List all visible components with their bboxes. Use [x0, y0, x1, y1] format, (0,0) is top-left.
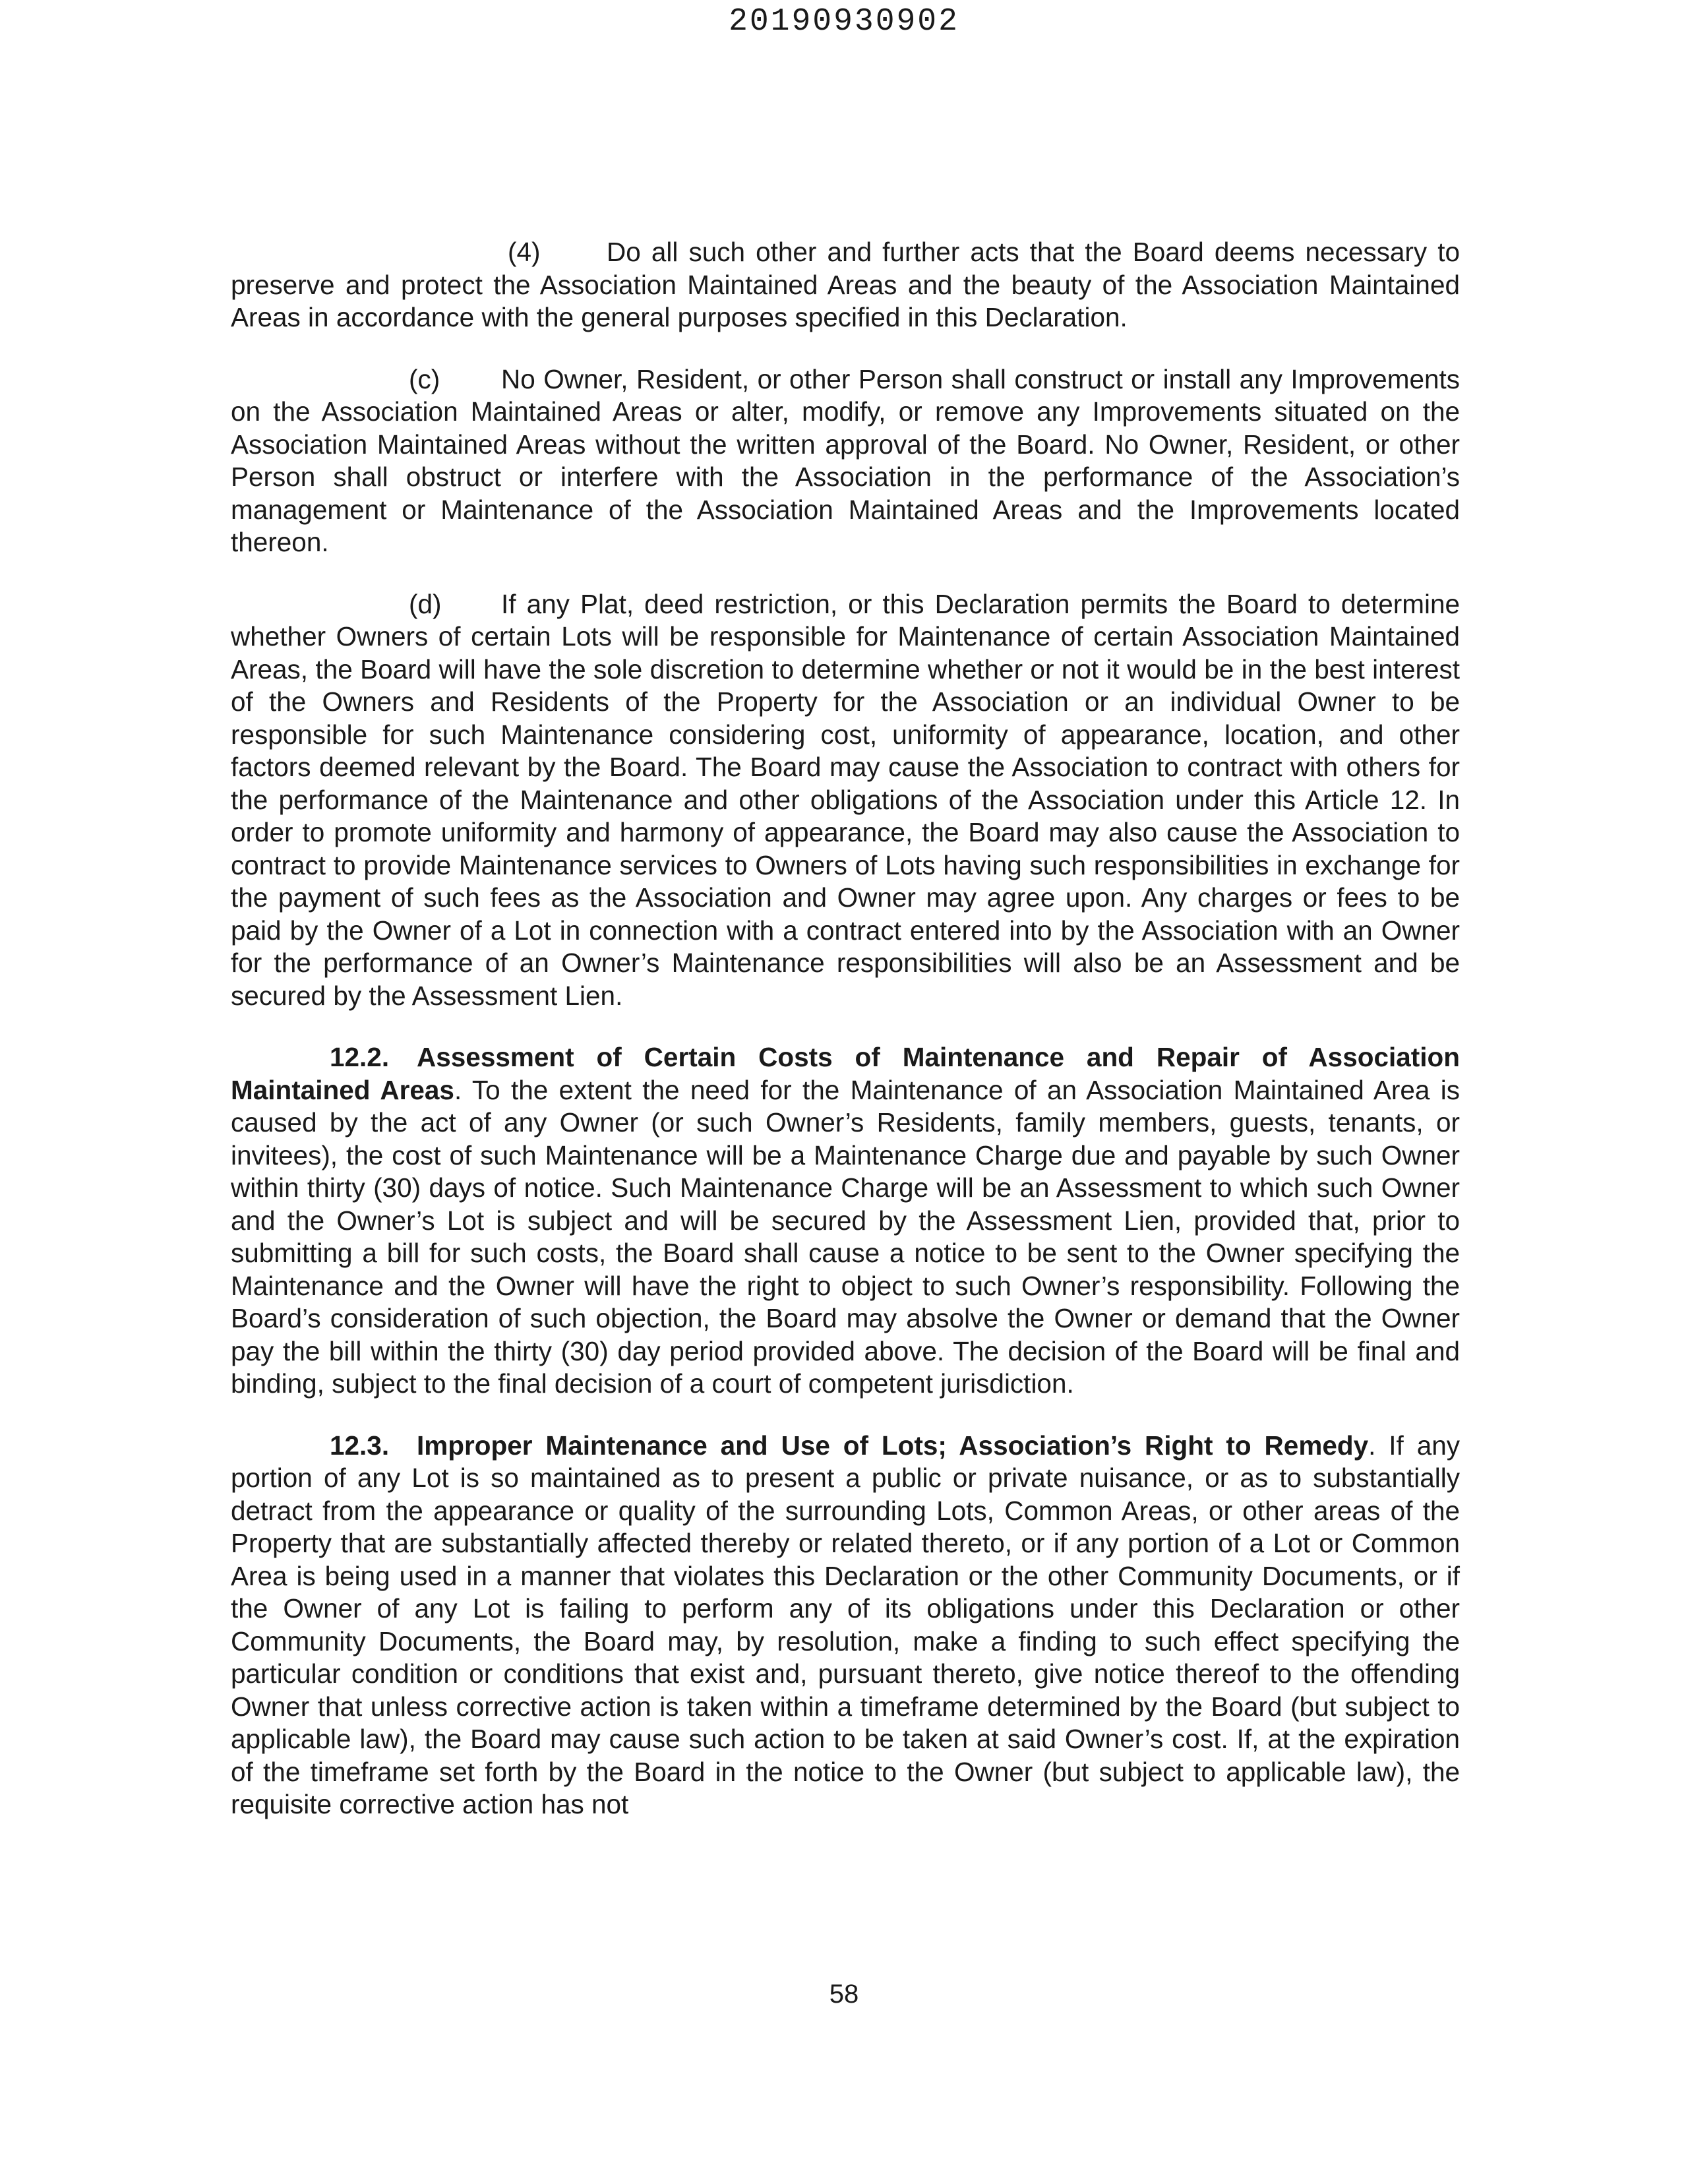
page-number: 58 — [829, 1980, 859, 2009]
section-12-2 — [231, 1041, 1460, 1401]
paragraph-marker: (c) — [409, 363, 440, 394]
paragraph-marker: (d) — [409, 588, 442, 619]
section-heading: Assessment of Certain Costs of Maintenance and Repair of Association Maintained Areas — [231, 1042, 1460, 1105]
document-number: 20190930902 — [729, 4, 959, 40]
paragraph-text: If any Plat, deed restriction, or this Declaration permits the Board to determine whether Owners of certain Lots will be responsible for Maintenance of certain Association Maintained Areas, the Board will have the sole discretion to determine whether or not it would be in the best interest of the Owners and Residents of the Property for the Association or an individual Owner to be responsible for such Maintenance considering cost, uniformity of appearance, location, and other factors deemed relevant by the Board. The Board may cause the Association to contract with others for the performance of the Maintenance and other obligations of the Association under this Article 12. In order to promote uniformity and harmony of appearance, the Board may also cause the Association to contract to provide Maintenance services to Owners of Lots having such responsibilities in exchange for the payment of such fees as the Association and Owner may agree upon. Any charges or fees to be paid by the Owner of a Lot in connection with a contract entered into by the Association with an Owner for the performance of an Owner’s Maintenance responsibilities will also be an Assessment and be secured by the Assessment Lien. — [231, 588, 1460, 1011]
paragraph-text: No Owner, Resident, or other Person shall construct or install any Improvements on the Association Maintained Areas or alter, modify, or remove any Improvements situated on the Association Maintained Areas without the written approval of the Board. No Owner, Resident, or other Person shall obstruct or interfere with the Association in the performance of the Association’s management or Maintenance of the Association Maintained Areas and the Improvements located thereon. — [231, 363, 1460, 557]
section-text: . If any portion of any Lot is so maintained as to present a public or private nuisance, or as to substantially detract from the appearance or quality of the surrounding Lots, Common Areas, or other areas of the Property that are substantially affected thereby or related thereto, or if any portion of a Lot or Common Area is being used in a manner that violates this Declaration or the other Community Documents, or if the Owner of any Lot is failing to perform any of its obligations under this Declaration or other Community Documents, the Board may, by resolution, make a finding to such effect specifying the particular condition or conditions that exist and, pursuant thereto, give notice thereof to the offending Owner that unless corrective action is taken within a timeframe determined by the Board (but subject to applicable law), the Board may cause such action to be taken at said Owner’s cost. If, at the expiration of the timeframe set forth by the Board in the notice to the Owner (but subject to applicable law), the requisite corrective action has not — [231, 1430, 1460, 1819]
paragraph-4 — [231, 236, 1460, 334]
paragraph-marker: (4) — [508, 237, 541, 267]
paragraph-text: Do all such other and further acts that the Board deems necessary to preserve and protect the Association Maintained Areas and the beauty of the Association Maintained Areas in accordance with the general purposes specified in this Declaration. — [231, 237, 1460, 332]
section-12-3 — [231, 1430, 1460, 1821]
section-heading: Improper Maintenance and Use of Lots; Association’s Right to Remedy — [417, 1430, 1369, 1461]
section-number: 12.3. — [330, 1430, 390, 1461]
document-body — [231, 236, 1460, 1850]
section-number: 12.2. — [330, 1042, 390, 1072]
section-text: . To the extent the need for the Maintenance of an Association Maintained Area is caused by the act of any Owner (or such Owner’s Residents, family members, guests, tenants, or invitees), the cost of such Maintenance will be a Maintenance Charge due and payable by such Owner within thirty (30) days of notice. Such Maintenance Charge will be an Assessment to which such Owner and the Owner’s Lot is subject and will be secured by the Assessment Lien, provided that, prior to submitting a bill for such costs, the Board shall cause a notice to be sent to the Owner specifying the Maintenance and the Owner will have the right to object to such Owner’s responsibility. Following the Board’s consideration of such objection, the Board may absolve the Owner or demand that the Owner pay the bill within the thirty (30) day period provided above. The decision of the Board will be final and binding, subject to the final decision of a court of competent jurisdiction. — [231, 1074, 1460, 1399]
paragraph-c — [231, 363, 1460, 559]
paragraph-d — [231, 588, 1460, 1013]
